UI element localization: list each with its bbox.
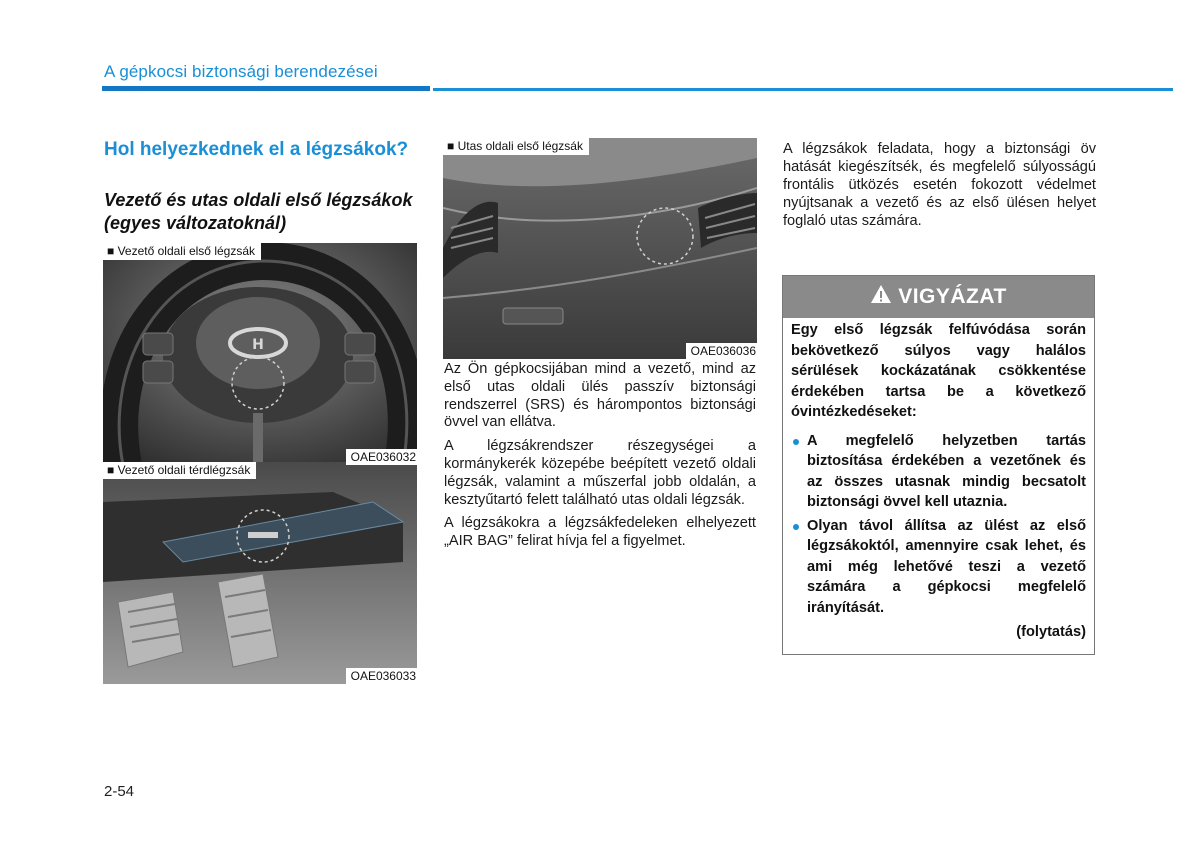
bullet-icon <box>793 524 799 530</box>
steering-wheel-illustration <box>103 243 417 465</box>
bullet-icon <box>793 439 799 445</box>
continued-label: (folytatás) <box>1016 624 1086 640</box>
body-paragraph: A légzsákrendszer részegységei a kormánykerék közepébe beépített vezető oldali légzsák, valamint a műszerfal jobb oldalán, a kesztyűtartó felett található utas oldali légzsák. <box>444 438 756 508</box>
warning-header <box>783 276 1094 318</box>
svg-text:H: H <box>252 337 264 353</box>
warning-bullet-text: Olyan távol állítsa az ülést az első légzsákoktól, amennyire csak lehet, és ami még lehetővé teszi a vezető számára a gépkocsi megfelelő irányítását. <box>807 517 1086 616</box>
warning-list <box>791 431 1086 619</box>
main-heading: Hol helyezkednek el a légzsákok? <box>104 139 409 160</box>
figure-code: OAE036033 <box>346 668 417 684</box>
page-number: 2-54 <box>104 783 135 800</box>
warning-box <box>782 275 1095 655</box>
header-rule-light <box>433 88 1173 91</box>
figure-caption: ■ Utas oldali első légzsák <box>443 138 589 155</box>
warning-title: VIGYÁZAT <box>898 285 1007 308</box>
body-text <box>444 361 756 557</box>
warning-lead: Egy első légzsák felfúvódása során bekövetkező súlyos vagy halálos sérülések kockázatának csökkentése érdekében tartsa be a következő óvintézkedéseket: <box>791 322 1086 420</box>
warning-triangle-icon <box>870 284 892 310</box>
header-rule-dark <box>102 86 430 91</box>
warning-body <box>783 318 1094 643</box>
passenger-airbag-figure <box>443 138 757 359</box>
sub-heading: Vezető és utas oldali első légzsákok (egyes változatoknál) <box>104 190 413 233</box>
dashboard-illustration <box>443 138 757 359</box>
intro-paragraph: A légzsákok feladata, hogy a biztonsági öv hatását kiegészítsék, és megfelelő súlyosságú frontális ütközés esetén fokozott védelmet nyújtsanak a vezető és az első ülésen helyet foglaló utas számára. <box>783 141 1096 229</box>
warning-bullet-text: A megfelelő helyzetben tartás biztosítása érdekében a vezetőnek és az összes utasnak mindig becsatolt biztonsági övvel kell utaznia. <box>807 432 1086 510</box>
figure-caption: ■ Vezető oldali térdlégzsák <box>103 462 256 479</box>
figure-caption: ■ Vezető oldali első légzsák <box>103 243 261 260</box>
figure-code: OAE036032 <box>346 449 417 465</box>
driver-airbag-figure <box>103 243 417 465</box>
body-paragraph: Az Ön gépkocsijában mind a vezető, mind az első utas oldali ülés passzív biztonsági rendszerrel (SRS) és hárompontos biztonsági övvel van ellátva. <box>444 361 756 431</box>
knee-airbag-figure <box>103 462 417 684</box>
section-title: A gépkocsi biztonsági berendezései <box>104 62 378 81</box>
body-paragraph: A légzsákokra a légzsákfedeleken elhelyezett „AIR BAG” felirat hívja fel a figyelmet. <box>444 515 756 550</box>
knee-airbag-illustration <box>103 462 417 684</box>
warning-bullet <box>791 516 1086 619</box>
warning-bullet <box>791 431 1086 513</box>
figure-code: OAE036036 <box>686 343 757 359</box>
